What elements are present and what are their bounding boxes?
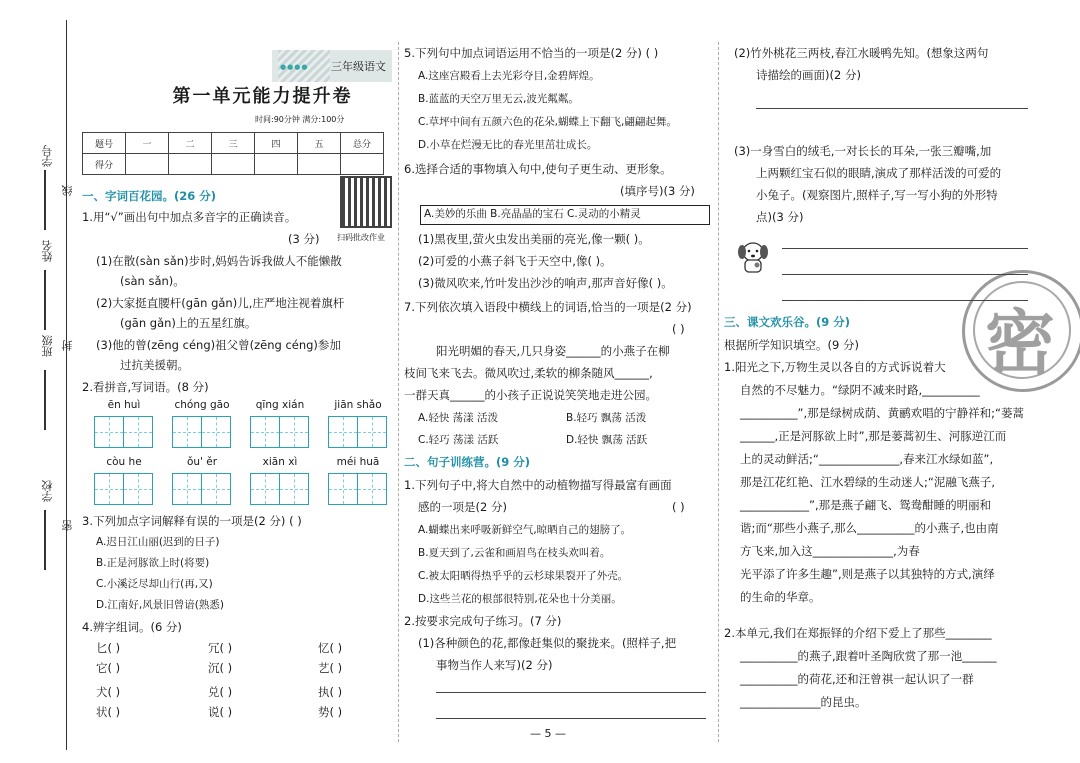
score-cell: 题号 xyxy=(83,133,126,154)
fill-line: 方飞来,加入这______________,为春 xyxy=(740,544,920,558)
q2-prompt: 2.看拼音,写词语。(8 分) xyxy=(82,380,209,394)
q7-option-a[interactable]: A.轻快 荡漾 活泼 xyxy=(418,412,499,424)
score-cell: 二 xyxy=(169,133,212,154)
answer-line[interactable] xyxy=(436,718,706,719)
margin-field-line xyxy=(44,370,46,430)
score-cell: 四 xyxy=(255,133,298,154)
score-input-cell[interactable] xyxy=(341,154,384,175)
answer-line[interactable] xyxy=(782,300,1028,301)
q4-pair[interactable]: 执( ) xyxy=(318,685,343,699)
seal-word-seal: 封 xyxy=(61,340,74,351)
q1-prompt: 1.用“√”画出句中加点多音字的正确读音。 xyxy=(82,210,297,224)
seal-word-line: 线 xyxy=(61,185,74,196)
q7-option-c[interactable]: C.轻巧 荡漾 活跃 xyxy=(418,434,499,446)
fill-line: 自然的不尽魅力。“绿阴不减来时路,__________ xyxy=(740,383,980,397)
binding-line xyxy=(66,20,67,750)
q7-answer-paren[interactable]: ( ) xyxy=(672,322,685,336)
puppy-illustration xyxy=(733,238,773,274)
grade-banner xyxy=(272,50,392,82)
stamp-glyph: 密 xyxy=(985,302,1055,384)
q5-option-b[interactable]: B.蓝蓝的天空万里无云,波光粼粼。 xyxy=(418,93,579,105)
q1-item-1-cont: (sàn sǎn)。 xyxy=(120,274,185,288)
section-3-intro: 根据所学知识填空。(9 分) xyxy=(724,338,859,352)
r-item-2: (2)竹外桃花三两枝,春江水暖鸭先知。(想象这两句 xyxy=(734,46,989,60)
fill-line: __________的荷花,还和汪曾祺一起认识了一群 xyxy=(740,672,974,686)
s1-option-c[interactable]: C.被太阳晒得热乎乎的云杉球果裂开了外壳。 xyxy=(418,570,629,582)
banner-dots: ●●●● xyxy=(280,63,309,71)
q4-pair[interactable]: 犬( ) xyxy=(96,685,121,699)
fill-line: 上的灵动鲜活;“______________,春来江水绿如蓝”, xyxy=(740,452,994,466)
s1-option-a[interactable]: A.蝴蝶出来呼吸新鲜空气,晾晒自己的翅膀了。 xyxy=(418,524,632,536)
answer-line[interactable] xyxy=(436,692,706,693)
s2-prompt: 2.按要求完成句子练习。(7 分) xyxy=(404,614,562,628)
fill-line: __________的燕子,跟着叶圣陶欣赏了那一池______ xyxy=(740,649,997,663)
q6-choices: A.美妙的乐曲 B.亮晶晶的宝石 C.灵动的小精灵 xyxy=(424,208,641,220)
score-cell: 得分 xyxy=(83,154,126,175)
section-2-heading: 二、句子训练营。(9 分) xyxy=(404,455,531,469)
exam-meta: 时间:90分钟 满分:100分 xyxy=(255,115,345,124)
margin-field-line xyxy=(44,270,46,330)
seal-word-secret: 密 xyxy=(61,520,74,531)
q1-item-2: (2)大家挺直腰杆(gān gǎn)儿,庄严地注视着旗杆 xyxy=(96,296,345,310)
score-cell: 三 xyxy=(212,133,255,154)
page-title: 第一单元能力提升卷 xyxy=(172,86,353,107)
s1-answer-paren[interactable]: ( ) xyxy=(672,500,685,514)
fill-line: 那是江花红艳、江水碧绿的生动迷人;“泥融飞燕子, xyxy=(740,475,995,489)
q3-prompt: 3.下列加点字词解释有误的一项是(2 分) ( ) xyxy=(82,514,302,528)
secret-stamp xyxy=(962,270,1080,392)
pinyin-label: méi huā xyxy=(336,456,380,468)
score-input-cell[interactable] xyxy=(126,154,169,175)
score-input-cell[interactable] xyxy=(298,154,341,175)
fill-line: 光平添了许多生趣”,则是燕子以其独特的方式,演绎 xyxy=(740,567,995,581)
q3-option-b[interactable]: B.正是河豚欲上时(将要) xyxy=(96,557,210,569)
q7-option-b[interactable]: B.轻巧 飘荡 活泼 xyxy=(566,412,647,424)
q6-item-2[interactable]: (2)可爱的小燕子斜飞于天空中,像( )。 xyxy=(418,254,612,268)
score-table xyxy=(82,132,384,175)
q4-pair[interactable]: 说( ) xyxy=(208,705,233,719)
q7-option-d[interactable]: D.轻快 飘荡 活跃 xyxy=(566,434,648,446)
q7-prompt: 7.下列依次填入语段中横线上的词语,恰当的一项是(2 分) xyxy=(404,300,692,314)
margin-field-line xyxy=(44,510,46,570)
qr-code[interactable] xyxy=(340,176,392,228)
q3-option-c[interactable]: C.小溪泛尽却山行(再,又) xyxy=(96,578,213,590)
writing-grid[interactable] xyxy=(94,416,153,448)
score-input-cell[interactable] xyxy=(169,154,212,175)
q4-pair[interactable]: 它( ) xyxy=(96,661,121,675)
fill-line: 2.本单元,我们在郑振铎的介绍下爱上了那些________ xyxy=(724,626,992,640)
answer-line[interactable] xyxy=(782,274,1028,275)
margin-field-line xyxy=(44,170,46,230)
r-item-3: (3)一身雪白的绒毛,一对长长的耳朵,一张三瓣嘴,加 xyxy=(734,144,992,158)
score-input-cell[interactable] xyxy=(255,154,298,175)
q6-prompt: 6.选择合适的事物填入句中,使句子更生动、更形象。 xyxy=(404,162,672,176)
score-table-header-row xyxy=(83,133,384,154)
s1-option-b[interactable]: B.夏天到了,云雀和画眉鸟在枝头欢叫着。 xyxy=(418,547,611,559)
writing-grid[interactable] xyxy=(172,473,231,505)
page-number: — 5 — xyxy=(530,727,566,740)
writing-grid[interactable] xyxy=(172,416,231,448)
q5-option-d[interactable]: D.小草在烂漫无比的春光里茁壮成长。 xyxy=(418,139,598,151)
r-item-3-cont: 小兔子。(观察图片,照样子,写一写小狗的外形特 xyxy=(756,188,998,202)
section-3-heading: 三、课文欢乐谷。(9 分) xyxy=(724,315,851,329)
fill-line: __________”,那是绿树成荫、黄鹂欢唱的宁静祥和;“蒌蒿 xyxy=(740,406,1024,420)
q1-item-2-cont: (gān gǎn)上的五星红旗。 xyxy=(120,316,257,330)
section-1-heading: 一、字词百花园。(26 分) xyxy=(82,189,217,203)
column-divider xyxy=(398,42,399,742)
q4-prompt: 4.辨字组词。(6 分) xyxy=(82,620,182,634)
writing-grid[interactable] xyxy=(328,416,387,448)
s1-prompt-cont: 感的一项是(2 分) xyxy=(418,500,507,514)
pinyin-label: jiān shǎo xyxy=(334,399,382,411)
q5-option-a[interactable]: A.这座宫殿看上去光彩夺目,金碧辉煌。 xyxy=(418,70,600,82)
fill-line: ______,正是河豚欲上时”,那是蒌蒿初生、河豚逆江而 xyxy=(740,429,1007,443)
q6-item-1[interactable]: (1)黑夜里,萤火虫发出美丽的亮光,像一颗( )。 xyxy=(418,232,650,246)
answer-line[interactable] xyxy=(782,248,1028,249)
q3-option-d[interactable]: D.江南好,风景旧曾谙(熟悉) xyxy=(96,599,224,611)
pinyin-label: chóng gāo xyxy=(174,399,230,411)
q7-passage-line: 阳光明媚的春天,几只身姿______的小燕子在柳 xyxy=(436,344,670,358)
q6-item-3[interactable]: (3)微风吹来,竹叶发出沙沙的响声,那声音好像( )。 xyxy=(418,276,673,290)
q4-pair[interactable]: 沉( ) xyxy=(208,661,233,675)
binding-margin xyxy=(0,0,80,763)
score-table-score-row xyxy=(83,154,384,175)
margin-label-name: 姓名 xyxy=(41,240,54,262)
q1-item-3-cont: 过抗美援朝。 xyxy=(120,358,189,372)
q1-points: (3 分) xyxy=(288,232,320,246)
score-cell: 总分 xyxy=(341,133,384,154)
margin-label-school: 学校 xyxy=(41,480,54,502)
r-item-3-cont: 点)(3 分) xyxy=(756,210,804,224)
column-divider xyxy=(718,42,719,742)
fill-line: ____________”,那是燕子翩飞、鸳鸯酣睡的明丽和 xyxy=(740,498,992,512)
answer-line[interactable] xyxy=(756,108,1028,109)
s1-option-d[interactable]: D.这些兰花的根部很特别,花朵也十分美丽。 xyxy=(418,593,622,605)
fill-line: ______________的昆虫。 xyxy=(740,695,867,709)
r-item-3-cont: 上两颗红宝石似的眼睛,演成了那样活泼的可爱的 xyxy=(756,166,1002,180)
s1-prompt: 1.下列句子中,将大自然中的动植物描写得最富有画面 xyxy=(404,478,672,492)
q3-option-a[interactable]: A.迟日江山丽(迟到的日子) xyxy=(96,536,220,548)
qr-caption: 扫码批改作业 xyxy=(337,233,385,242)
q4-pair[interactable]: 状( ) xyxy=(96,705,121,719)
s2-item-1: (1)各种颜色的花,都像赶集似的聚拢来。(照样子,把 xyxy=(418,636,677,650)
score-cell: 一 xyxy=(126,133,169,154)
s2-item-1-cont: 事物当作人来写)(2 分) xyxy=(436,658,553,672)
q1-item-1: (1)在散(sàn sǎn)步时,妈妈告诉我做人不能懒散 xyxy=(96,254,342,268)
pinyin-label: ǒu' ěr xyxy=(186,456,218,468)
margin-label-id: 学号 xyxy=(41,145,54,167)
r-item-2-cont: 诗描绘的画面)(2 分) xyxy=(756,68,861,82)
pinyin-label: qīng xián xyxy=(255,399,305,411)
pinyin-label: xiān xì xyxy=(262,456,298,468)
q4-pair[interactable]: 匕( ) xyxy=(96,641,121,655)
margin-label-class: 班级 xyxy=(41,335,54,357)
pinyin-label: còu he xyxy=(106,456,142,468)
q4-pair[interactable]: 兑( ) xyxy=(208,685,233,699)
writing-grid[interactable] xyxy=(328,473,387,505)
fill-line: 1.阳光之下,万物生灵以各自的方式诉说着大 xyxy=(724,360,946,374)
q6-points: (填序号)(3 分) xyxy=(620,184,695,198)
fill-line: 谐;而“那些小燕子,那么__________的小燕子,也由南 xyxy=(740,521,999,535)
fill-line: 的生命的华章。 xyxy=(740,590,821,604)
q4-pair[interactable]: 忆( ) xyxy=(318,641,343,655)
q7-passage-line: 枝间飞来飞去。微风吹过,柔软的柳条随风______, xyxy=(404,366,653,380)
q4-pair[interactable]: 势( ) xyxy=(318,705,343,719)
q4-pair[interactable]: 艺( ) xyxy=(318,661,343,675)
q1-item-3: (3)他的曾(zēng céng)祖父曾(zēng céng)参加 xyxy=(96,338,341,352)
grade-label: 三年级语文 xyxy=(331,60,386,73)
score-cell: 五 xyxy=(298,133,341,154)
writing-grid[interactable] xyxy=(250,416,309,448)
q4-pair[interactable]: 冗( ) xyxy=(208,641,233,655)
q5-option-c[interactable]: C.草坪中间有五颜六色的花朵,蝴蝶上下翻飞,翩翩起舞。 xyxy=(418,116,677,128)
q5-prompt: 5.下列句中加点词语运用不恰当的一项是(2 分) ( ) xyxy=(404,46,659,60)
writing-grid[interactable] xyxy=(250,473,309,505)
writing-grid[interactable] xyxy=(94,473,153,505)
q7-passage-line: 一群天真______的小孩子正说说笑笑地走进公园。 xyxy=(404,388,657,402)
pinyin-label: ēn huì xyxy=(107,399,141,411)
score-input-cell[interactable] xyxy=(212,154,255,175)
